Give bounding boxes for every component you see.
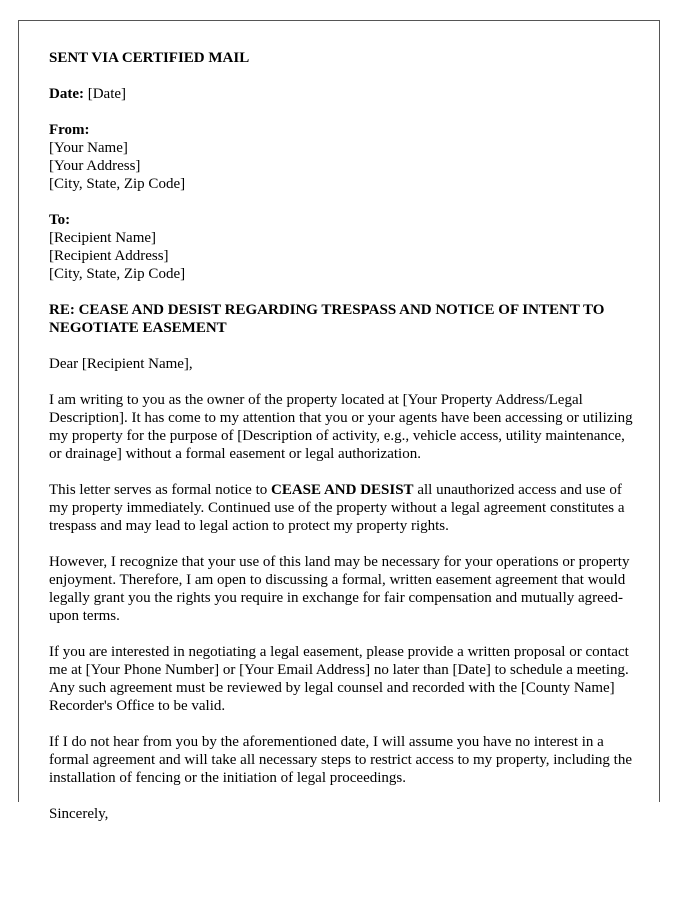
- salutation: Dear [Recipient Name],: [49, 356, 193, 372]
- cease-and-desist-emphasis: CEASE AND DESIST: [271, 482, 414, 498]
- to-name: [Recipient Name]: [49, 230, 157, 246]
- body-paragraph-2: [49, 481, 639, 535]
- to-block: [49, 211, 639, 283]
- body-paragraph-1: I am writing to you as the owner of the property located at [Your Property Address/Legal Description]. It has come to my attention that you or your agents have been accessing or utilizing my property for the purpose of [Description of activity, e.g., vehicle access, utility maintenance, or drainage] without a formal easement or legal authorization.: [49, 392, 633, 462]
- body-paragraph-5: If I do not hear from you by the aforementioned date, I will assume you have no interest in a formal agreement and will take all necessary steps to restrict access to my property, including the installation of fencing or the initiation of legal proceedings.: [49, 734, 632, 786]
- body-paragraph-3: However, I recognize that your use of this land may be necessary for your operations or property enjoyment. Therefore, I am open to discussing a formal, written easement agreement that would legally grant you the rights you require in exchange for fair compensation and mutually agreed-upon terms.: [49, 554, 630, 624]
- date-line: [49, 85, 639, 103]
- closing: Sincerely,: [49, 806, 109, 822]
- body-paragraph-4: If you are interested in negotiating a legal easement, please provide a written proposal or contact me at [Your Phone Number] or [Your Email Address] no later than [Date] to schedule a meeting. Any such agreement must be reviewed by legal counsel and recorded with the [County Name] Recorder's Office to be valid.: [49, 644, 629, 714]
- to-label: To:: [49, 212, 71, 228]
- subject-line: RE: CEASE AND DESIST REGARDING TRESPASS AND NOTICE OF INTENT TO NEGOTIATE EASEMENT: [49, 302, 605, 336]
- date-label: Date:: [49, 86, 84, 102]
- from-city-state-zip: [City, State, Zip Code]: [49, 176, 186, 192]
- from-address: [Your Address]: [49, 158, 141, 174]
- paragraph-2-intro: This letter serves as formal notice to: [49, 482, 272, 498]
- from-label: From:: [49, 122, 90, 138]
- delivery-method: SENT VIA CERTIFIED MAIL: [49, 50, 250, 66]
- to-address: [Recipient Address]: [49, 248, 169, 264]
- to-city-state-zip: [City, State, Zip Code]: [49, 266, 186, 282]
- date-value: [Date]: [87, 86, 127, 102]
- letter-page: [18, 20, 660, 822]
- letter-content: [49, 49, 639, 841]
- paragraph-2-rest: all unauthorized access and use of my property immediately. Continued use of the property without a legal agreement constitutes a trespass and may lead to legal action to protect my property rights.: [49, 482, 625, 534]
- from-name: [Your Name]: [49, 140, 128, 156]
- from-block: [49, 121, 639, 193]
